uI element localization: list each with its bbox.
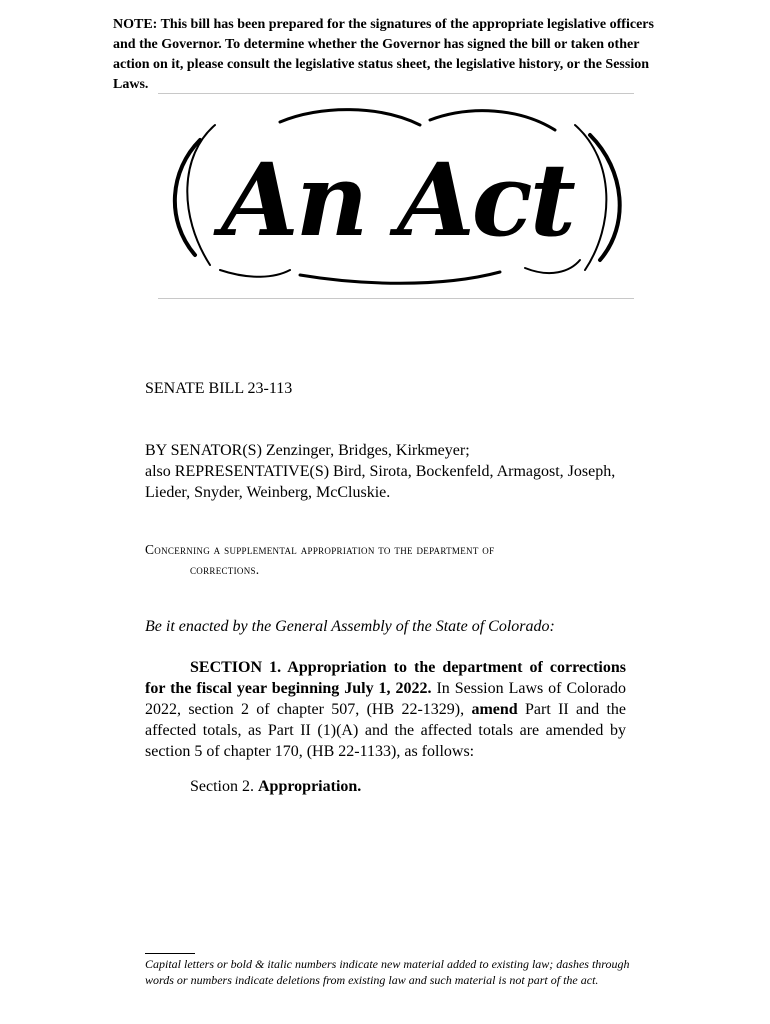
logo-text: An Act	[221, 141, 573, 259]
header-divider-top	[158, 93, 634, 94]
section-2-title: Appropriation.	[258, 778, 362, 795]
section-2	[190, 778, 361, 796]
header-divider-bottom	[158, 298, 634, 299]
bill-number: SENATE BILL 23-113	[145, 380, 293, 397]
bill-title	[145, 540, 635, 580]
footnote: Capital letters or bold & italic numbers indicate new material added to existing law; dashes through words or numbers indicate deletions from existing law and such material is not part of the act.	[145, 957, 630, 987]
senate-sponsors: BY SENATOR(S) Zenzinger, Bridges, Kirkmeyer;	[145, 442, 470, 459]
section-1-heading: SECTION 1. Appropriation to the department of corrections for the fiscal year beginning July 1, 2022.	[145, 659, 626, 697]
an-act-logo	[160, 100, 635, 290]
bill-title-line2: corrections.	[190, 562, 260, 577]
signature-note: NOTE: This bill has been prepared for the signatures of the appropriate legislative officers and the Governor. To determine whether the Governor has signed the bill or taken other action on it, please consult the legislative status sheet, the legislative history, or the Session Laws.	[113, 17, 654, 92]
section-1-text-a: In Session Laws of Colorado 2022, section 2 of chapter 507, (HB 22-1329),	[145, 680, 627, 718]
bill-title-line1: Concerning a supplemental appropriation to the department of	[145, 542, 495, 557]
enacting-clause: Be it enacted by the General Assembly of the State of Colorado:	[145, 618, 555, 635]
section-2-label: Section 2.	[190, 778, 254, 795]
section-1-text-b: Part II and the affected totals, as Part II (1)(A) and the affected totals are amended by section 5 of chapter 170, (HB 22-1133), as follows:	[145, 701, 626, 760]
footnote-divider	[145, 953, 195, 954]
sponsors	[145, 440, 635, 503]
section-1	[145, 657, 626, 762]
house-sponsors: also REPRESENTATIVE(S) Bird, Sirota, Bockenfeld, Armagost, Joseph, Lieder, Snyder, Weinberg, McCluskie.	[145, 463, 616, 501]
section-1-amend: amend	[471, 701, 518, 718]
